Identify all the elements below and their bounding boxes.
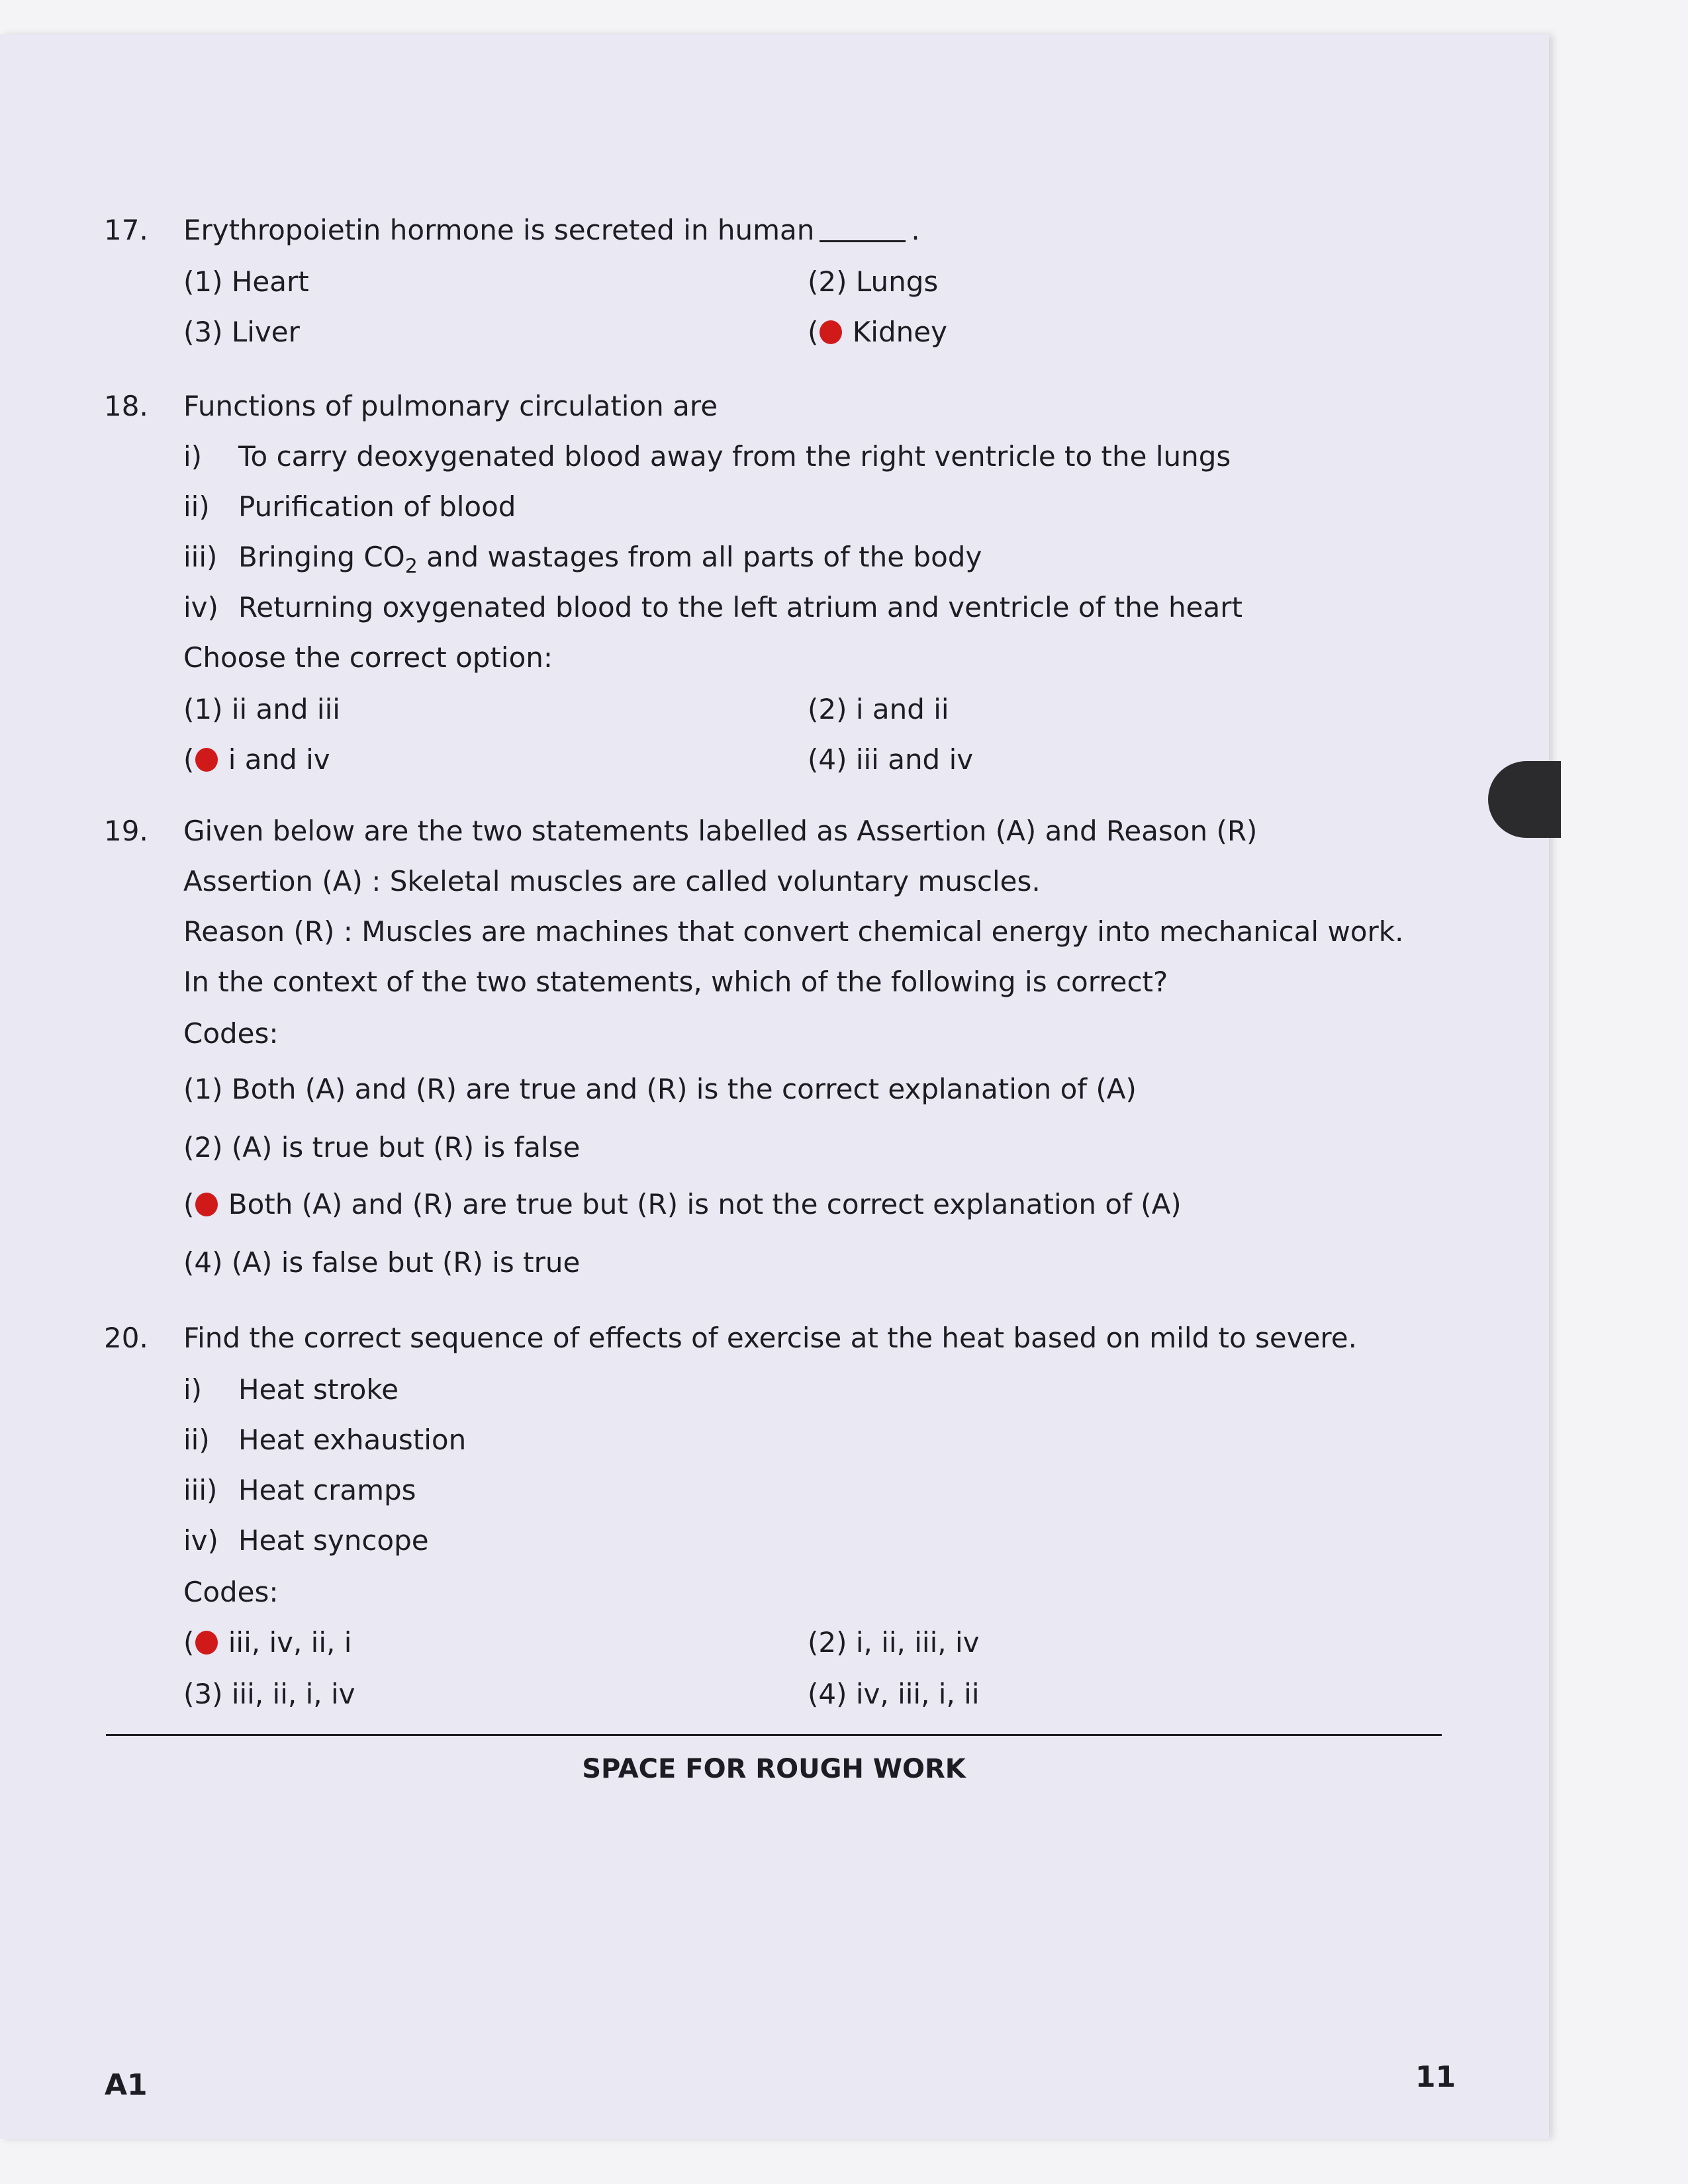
q17-text: Erythropoietin hormone is secreted in human .	[183, 214, 920, 246]
q17-option-1[interactable]: (1) Heart	[183, 265, 309, 298]
page-number: 11	[1415, 2060, 1456, 2094]
q20-item-text: Heat syncope	[238, 1524, 429, 1557]
q18-item-numeral: ii)	[183, 490, 210, 523]
page-edge-tab	[1488, 761, 1561, 838]
q19-codes: Codes:	[183, 1017, 279, 1050]
q20-item-numeral: i)	[183, 1373, 203, 1406]
q18-option-3[interactable]: ( i and iv	[183, 743, 330, 776]
q19-reason: Reason (R) : Muscles are machines that convert chemical energy into mechanical work.	[183, 915, 1404, 948]
q20-codes: Codes:	[183, 1576, 279, 1608]
q19-option-4[interactable]: (4) (A) is false but (R) is true	[183, 1246, 581, 1279]
q19-option-1[interactable]: (1) Both (A) and (R) are true and (R) is the correct explanation of (A)	[183, 1073, 1137, 1105]
answer-mark-icon	[195, 1193, 218, 1216]
q20-option-1[interactable]: ( iii, iv, ii, i	[183, 1626, 352, 1659]
q19-context: In the context of the two statements, which of the following is correct?	[183, 966, 1168, 998]
q18-prompt: Choose the correct option:	[183, 641, 553, 674]
q18-item-text: Purification of blood	[238, 490, 516, 523]
q19-number: 19.	[104, 815, 148, 847]
q18-option-2[interactable]: (2) i and ii	[808, 693, 949, 725]
q17-option-4[interactable]: ( Kidney	[808, 316, 947, 348]
q18-option-1[interactable]: (1) ii and iii	[183, 693, 340, 725]
q19-option-3[interactable]: ( Both (A) and (R) are true but (R) is not the correct explanation of (A)	[183, 1188, 1182, 1220]
q20-item-text: Heat cramps	[238, 1474, 416, 1506]
q18-item-numeral: iii)	[183, 541, 218, 573]
q19-assertion: Assertion (A) : Skeletal muscles are called voluntary muscles.	[183, 865, 1041, 897]
q20-item-numeral: ii)	[183, 1424, 210, 1456]
q18-option-4[interactable]: (4) iii and iv	[808, 743, 974, 776]
q18-item-numeral: iv)	[183, 591, 218, 623]
q17-number: 17.	[104, 214, 148, 246]
q20-item-text: Heat exhaustion	[238, 1424, 467, 1456]
q20-item-text: Heat stroke	[238, 1373, 399, 1406]
answer-mark-icon	[195, 1631, 218, 1655]
booklet-code: A1	[105, 2068, 148, 2102]
q17-option-2[interactable]: (2) Lungs	[808, 265, 939, 298]
q20-item-numeral: iii)	[183, 1474, 218, 1506]
q20-text: Find the correct sequence of effects of exercise at the heat based on mild to severe.	[183, 1322, 1357, 1354]
q20-item-numeral: iv)	[183, 1524, 218, 1557]
q18-item-text: To carry deoxygenated blood away from the right ventricle to the lungs	[238, 440, 1231, 473]
q20-number: 20.	[104, 1322, 148, 1354]
answer-mark-icon	[820, 320, 842, 344]
rough-work-label: SPACE FOR ROUGH WORK	[582, 1754, 966, 1784]
q18-text: Functions of pulmonary circulation are	[183, 390, 718, 422]
q20-option-4[interactable]: (4) iv, iii, i, ii	[808, 1678, 980, 1710]
q20-option-3[interactable]: (3) iii, ii, i, iv	[183, 1678, 355, 1710]
q19-option-2[interactable]: (2) (A) is true but (R) is false	[183, 1131, 581, 1163]
q19-text: Given below are the two statements labelled as Assertion (A) and Reason (R)	[183, 815, 1258, 847]
q20-option-2[interactable]: (2) i, ii, iii, iv	[808, 1626, 980, 1659]
answer-blank	[820, 240, 906, 242]
divider-line	[106, 1734, 1442, 1736]
answer-mark-icon	[195, 748, 218, 772]
q18-item-text: Returning oxygenated blood to the left atrium and ventricle of the heart	[238, 591, 1243, 623]
q18-number: 18.	[104, 390, 148, 422]
q18-item-numeral: i)	[183, 440, 203, 473]
q18-item-text: Bringing $CO_2$ and wastages from all parts of the body	[238, 541, 982, 578]
q17-option-3[interactable]: (3) Liver	[183, 316, 300, 348]
